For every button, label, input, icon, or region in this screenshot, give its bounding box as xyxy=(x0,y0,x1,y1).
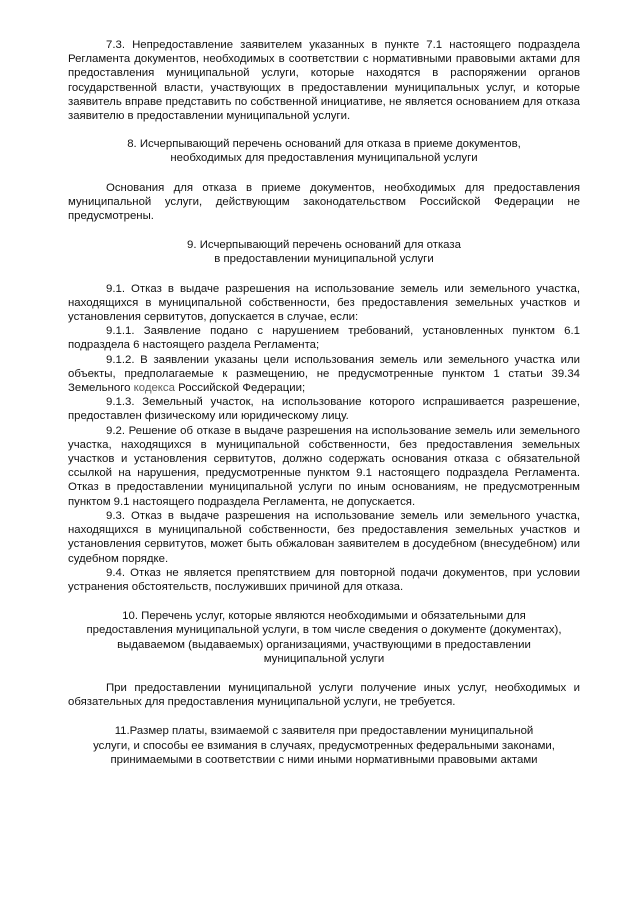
paragraph-10: При предоставлении муниципальной услуги получение иных услуг, необходимых и обязательных для предоставления муниципальной услуги, не требуется. xyxy=(68,681,580,709)
document-page xyxy=(68,38,580,767)
heading-11-line-3: принимаемыми в соответствии с ними иными нормативными правовыми актами xyxy=(110,753,538,766)
heading-9-line-2: в предоставлении муниципальной услуги xyxy=(214,253,434,266)
heading-10-line-3: выдаваемом (выдаваемых) организациями, участвующими в предоставлении xyxy=(117,638,531,651)
paragraph-7-3: 7.3. Непредоставление заявителем указанных в пункте 7.1 настоящего подраздела Регламента документов, необходимых в соответствии с нормативными правовыми актами для предоставления муниципальной услуги, которые находятся в распоряжении органов государственной власти, участвующих в предоставлении муниципальных услуг, и которые заявитель вправе представить по собственной инициативе, не является основанием для отказа заявителю в предоставлении муниципальной услуги. xyxy=(68,39,580,123)
paragraph-9-1-2-text-end: Российской Федерации; xyxy=(174,382,306,395)
paragraph-9-1-2-text-start: 9.1.2. В заявлении указаны цели использования земель или земельного участка или объекты, предполагаемые к размещению, не предусмотренные пунктом 1 статьи 39.34 Земельного xyxy=(68,353,580,395)
paragraph-8: Основания для отказа в приеме документов, необходимых для предоставления муниципальной услуги, действующим законодательством Российской Федерации не предусмотрены. xyxy=(68,181,580,223)
heading-8-line-1: 8. Исчерпывающий перечень оснований для отказа в приеме документов, xyxy=(127,138,521,151)
paragraph-9-1: 9.1. Отказ в выдаче разрешения на использование земель или земельного участка, находящихся в муниципальной собственности, без предоставления земельных участков и установления сервитутов, допускается в случае, если: xyxy=(68,282,580,324)
code-reference-link[interactable]: кодекса xyxy=(133,382,175,395)
heading-10 xyxy=(68,609,580,666)
heading-9 xyxy=(68,238,580,266)
heading-8-line-2: необходимых для предоставления муниципальной услуги xyxy=(170,152,478,165)
paragraph-9-3: 9.3. Отказ в выдаче разрешения на использование земель или земельного участка, находящихся в муниципальной собственности, без предоставления земельных участков и установления сервитутов, может быть обжалован заявителем в досудебном (внесудебном) или судебном порядке. xyxy=(68,509,580,565)
heading-8 xyxy=(68,137,580,165)
paragraph-9-2: 9.2. Решение об отказе в выдаче разрешения на использование земель или земельного участка, находящихся в муниципальной собственности, без предоставления земельных участков и установления сервитутов, должно содержать основания отказа с обязательной ссылкой на нарушения, предусмотренные пунктом 9.1 настоящего подраздела Регламента. Отказ в предоставлении муниципальной услуги по иным основаниям, не предусмотренным пунктом 9.1 настоящего подраздела Регламента, не допускается. xyxy=(68,424,580,508)
heading-9-line-1: 9. Исчерпывающий перечень оснований для отказа xyxy=(187,239,461,252)
heading-10-line-1: 10. Перечень услуг, которые являются необходимыми и обязательными для xyxy=(122,610,526,623)
paragraph-9-1-3: 9.1.3. Земельный участок, на использование которого испрашивается разрешение, предоставлен физическому или юридическому лицу. xyxy=(68,396,580,423)
heading-11 xyxy=(68,724,580,767)
heading-10-line-4: муниципальной услуги xyxy=(263,652,385,665)
paragraph-9-1-1: 9.1.1. Заявление подано с нарушением требований, установленных пунктом 6.1 подраздела 6 настоящего раздела Регламента; xyxy=(68,325,580,352)
paragraph-9-1-2 xyxy=(68,353,580,396)
paragraph-9-4: 9.4. Отказ не является препятствием для повторной подачи документов, при условии устранения обстоятельств, послуживших причиной для отказа. xyxy=(68,566,580,593)
heading-10-line-2: предоставления муниципальной услуги, в том числе сведения о документе (документах), xyxy=(86,624,562,637)
heading-11-line-1: 11.Размер платы, взимаемой с заявителя при предоставлении муниципальной xyxy=(114,725,534,738)
heading-11-line-2: услуги, и способы ее взимания в случаях, предусмотренных федеральными законами, xyxy=(93,739,555,752)
